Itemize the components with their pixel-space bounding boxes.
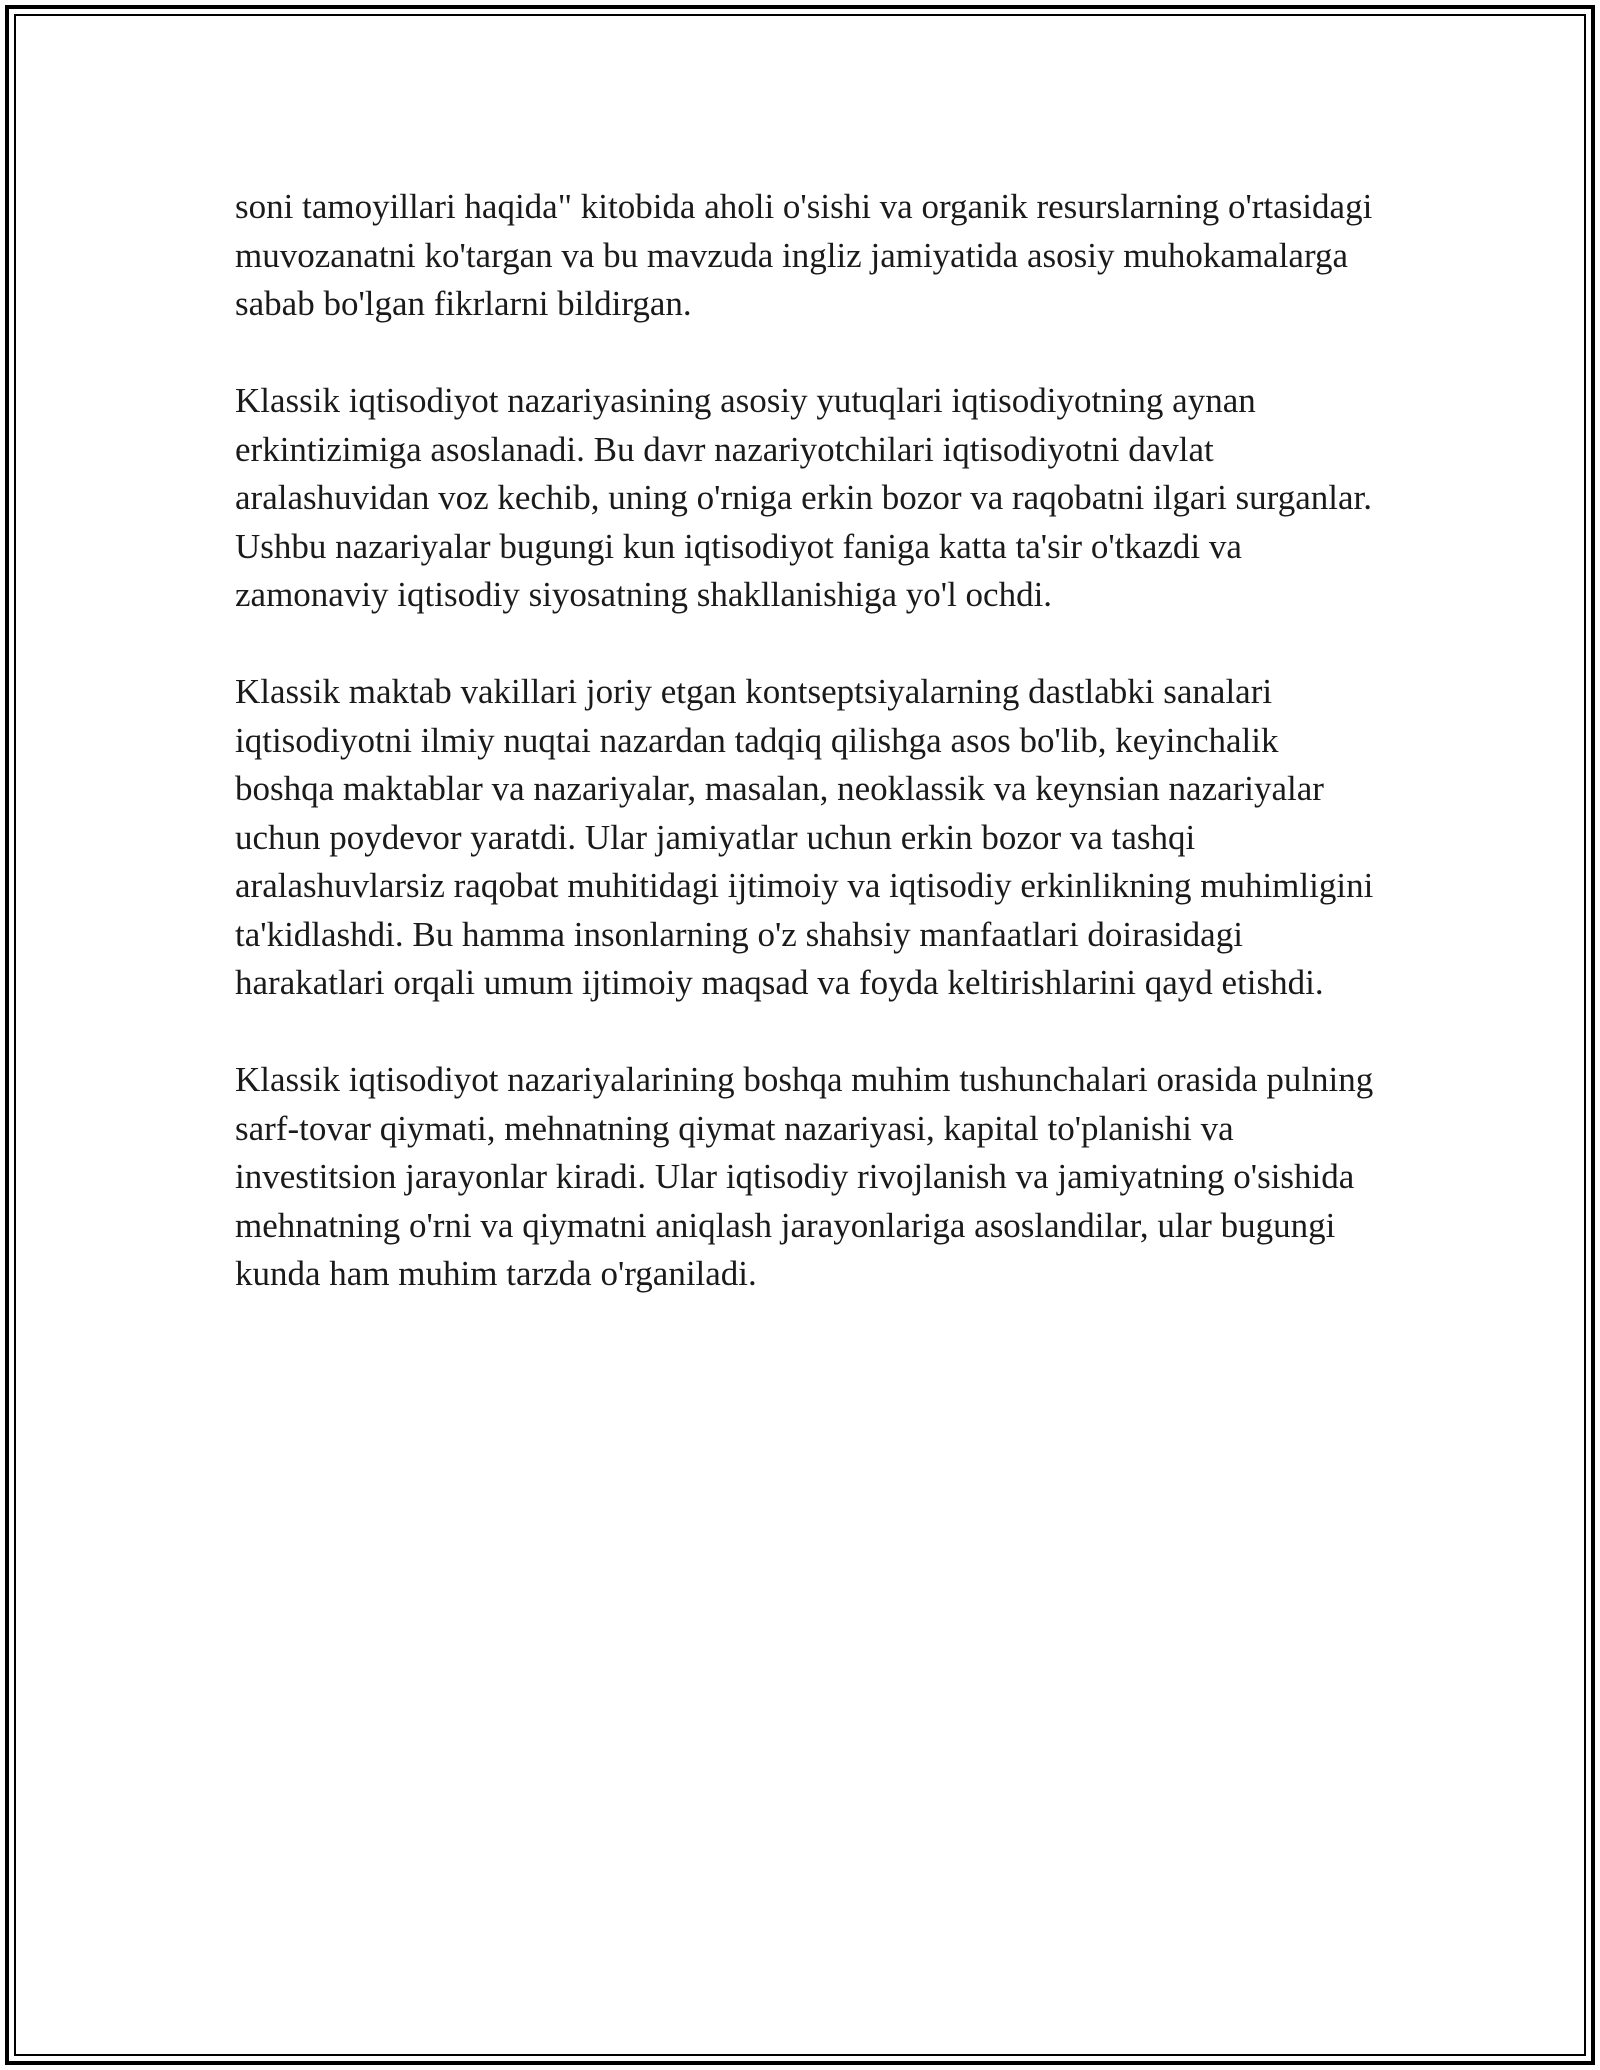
document-body [235,183,1380,1347]
paragraph: Klassik maktab vakillari joriy etgan kontseptsiyalarning dastlabki sanalari iqtisodiyotni ilmiy nuqtai nazardan tadqiq qilishga asos bo'lib, keyinchalik boshqa maktablar va nazariyalar, masalan, neoklassik va keynsian nazariyalar uchun poydevor yaratdi. Ular jamiyatlar uchun erkin bozor va tashqi aralashuvlarsiz raqobat muhitidagi ijtimoiy va iqtisodiy erkinlikning muhimligini ta'kidlashdi. Bu hamma insonlarning o'z shahsiy manfaatlari doirasidagi harakatlari orqali umum ijtimoiy maqsad va foyda keltirishlarini qayd etishdi. [235,672,1374,1002]
paragraph: soni tamoyillari haqida" kitobida aholi o'sishi va organik resurslarning o'rtasidagi muvozanatni ko'targan va bu mavzuda ingliz jamiyatida asosiy muhokamalarga sabab bo'lgan fikrlarni bildirgan. [235,187,1373,323]
paragraph: Klassik iqtisodiyot nazariyasining asosiy yutuqlari iqtisodiyotning aynan erkintizimiga asoslanadi. Bu davr nazariyotchilari iqtisodiyotni davlat aralashuvidan voz kechib, uning o'rniga erkin bozor va raqobatni ilgari surganlar. Ushbu nazariyalar bugungi kun iqtisodiyot faniga katta ta'sir o'tkazdi va zamonaviy iqtisodiy siyosatning shakllanishiga yo'l ochdi. [235,381,1372,614]
paragraph: Klassik iqtisodiyot nazariyalarining boshqa muhim tushunchalari orasida pulning sarf-tovar qiymati, mehnatning qiymat nazariyasi, kapital to'planishi va investitsion jarayonlar kiradi. Ular iqtisodiy rivojlanish va jamiyatning o'sishida mehnatning o'rni va qiymatni aniqlash jarayonlariga asoslandilar, ular bugungi kunda ham muhim tarzda o'rganiladi. [235,1060,1374,1293]
